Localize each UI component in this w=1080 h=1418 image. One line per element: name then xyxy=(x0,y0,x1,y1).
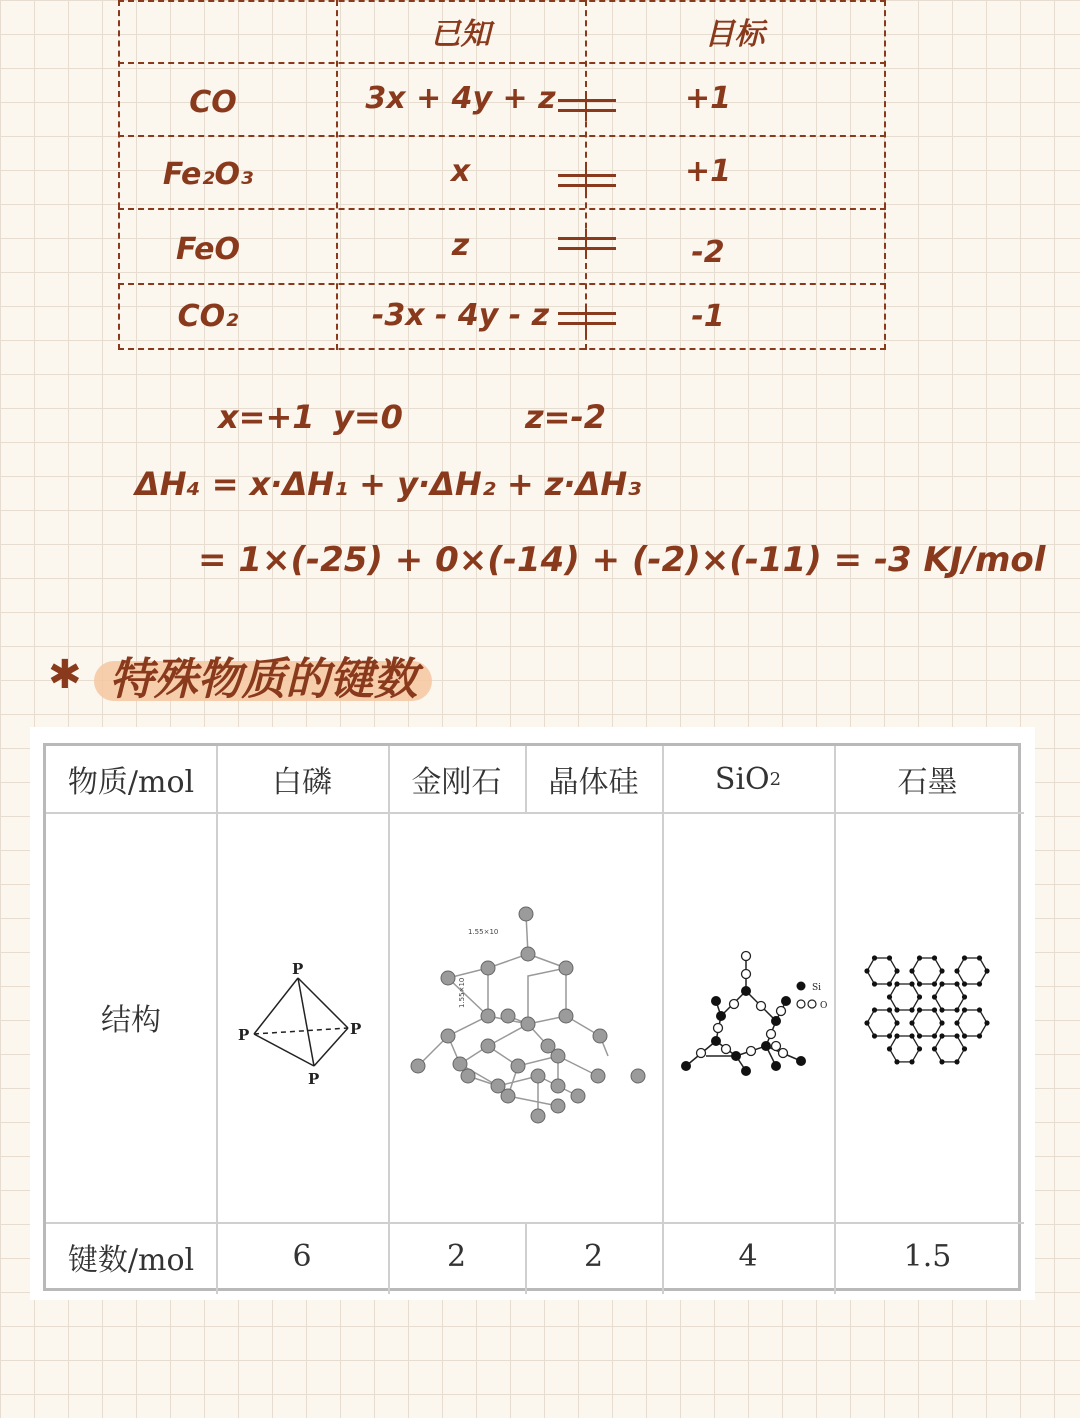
bond-count-table xyxy=(43,743,1021,1291)
species-feo: FeO xyxy=(175,231,240,267)
graphite-carbon-atom xyxy=(984,1020,989,1025)
graphite-carbon-atom xyxy=(909,1007,914,1012)
white-phosphorus-structure xyxy=(236,956,366,1086)
table-grid-line xyxy=(662,746,664,1294)
hand-table xyxy=(118,0,886,350)
graphite-carbon-atom xyxy=(909,981,914,986)
bond-count-sio2: 4 xyxy=(738,1239,758,1274)
graphite-carbon-atom xyxy=(962,955,967,960)
graphite-carbon-atom xyxy=(894,968,899,973)
equals-sign xyxy=(558,308,616,330)
graphite-carbon-atom xyxy=(909,1033,914,1038)
equals-sign xyxy=(558,170,616,192)
bond-count-diamond: 2 xyxy=(446,1239,467,1274)
graphite-carbon-atom xyxy=(977,955,982,960)
species-co: CO xyxy=(189,85,237,120)
y-value: y=0 xyxy=(333,398,403,436)
header-sio2 xyxy=(662,746,834,812)
graphite-carbon-atom xyxy=(984,968,989,973)
p-atom-label: P xyxy=(350,1020,362,1038)
graphite-carbon-atom xyxy=(932,994,937,999)
graphite-carbon-atom xyxy=(962,994,967,999)
graphite-carbon-atom xyxy=(872,1033,877,1038)
known-fe2o3: x xyxy=(450,154,471,189)
graphite-carbon-atom xyxy=(977,981,982,986)
graphite-carbon-atom xyxy=(917,1033,922,1038)
graphite-carbon-atom xyxy=(962,1007,967,1012)
graphite-carbon-atom xyxy=(872,955,877,960)
hess-formula: ΔH₄ = x·ΔH₁ + y·ΔH₂ + z·ΔH₃ xyxy=(135,465,642,503)
lattice-dimension-label: 1.55×10 xyxy=(458,977,466,1008)
graphite-carbon-atom xyxy=(932,1046,937,1051)
x-value: x=+1 xyxy=(218,398,315,436)
header-crystalline-silicon: 晶体硅 xyxy=(548,765,639,800)
table-grid-line xyxy=(834,746,836,1294)
equals-sign xyxy=(558,233,616,255)
legend-o: O xyxy=(820,1001,828,1011)
header-known: 已知 xyxy=(430,17,491,52)
graphite-carbon-atom xyxy=(962,1033,967,1038)
graphite-carbon-atom xyxy=(932,981,937,986)
graphite-carbon-atom xyxy=(954,968,959,973)
graphite-carbon-atom xyxy=(887,1033,892,1038)
graphite-carbon-atom xyxy=(894,1020,899,1025)
header-target: 目标 xyxy=(704,17,765,52)
graphite-carbon-atom xyxy=(939,1059,944,1064)
graphite-carbon-atom xyxy=(887,981,892,986)
known-co2: -3x - 4y - z xyxy=(371,298,550,333)
graphite-carbon-atom xyxy=(962,1046,967,1051)
legend-si: Si xyxy=(812,983,822,993)
p-atom-label: P xyxy=(308,1070,320,1088)
graphite-carbon-atom xyxy=(954,1033,959,1038)
diamond-lattice-structure xyxy=(408,896,648,1146)
graphite-carbon-atom xyxy=(954,1007,959,1012)
graphite-carbon-atom xyxy=(917,1046,922,1051)
sio2-subscript: 2 xyxy=(769,768,782,790)
table-grid-line xyxy=(216,746,218,1294)
known-feo: z xyxy=(451,228,470,263)
graphite-carbon-atom xyxy=(887,994,892,999)
target-fe2o3: +1 xyxy=(684,154,731,189)
graphite-carbon-atom xyxy=(909,1059,914,1064)
section-heading xyxy=(48,640,428,710)
graphite-carbon-atom xyxy=(909,968,914,973)
p-atom-label: P xyxy=(238,1026,250,1044)
graphite-carbon-atom xyxy=(962,981,967,986)
graphite-carbon-atom xyxy=(939,1033,944,1038)
graphite-carbon-atom xyxy=(939,968,944,973)
graphite-carbon-atom xyxy=(894,981,899,986)
table-border xyxy=(118,0,120,350)
graphite-carbon-atom xyxy=(917,1007,922,1012)
equals-sign xyxy=(558,95,616,117)
graphite-carbon-atom xyxy=(894,1007,899,1012)
graphite-carbon-atom xyxy=(939,1007,944,1012)
target-co2: -1 xyxy=(691,299,725,334)
header-white-phosphorus: 白磷 xyxy=(272,765,332,800)
z-value: z=-2 xyxy=(525,398,606,436)
graphite-carbon-atom xyxy=(977,1007,982,1012)
graphite-carbon-atom xyxy=(864,1020,869,1025)
graphite-carbon-atom xyxy=(939,981,944,986)
species-co2: CO₂ xyxy=(177,299,239,334)
bond-count-table-card xyxy=(30,727,1035,1300)
bonds-label: 键数/mol xyxy=(67,1242,195,1278)
header-graphite: 石墨 xyxy=(897,765,958,800)
heading-text: 特殊物质的键数 xyxy=(100,643,428,707)
bond-count-graphite: 1.5 xyxy=(903,1239,952,1274)
target-co: +1 xyxy=(684,81,731,116)
graphite-carbon-atom xyxy=(887,955,892,960)
known-co: 3x + 4y + z xyxy=(365,81,556,116)
graphite-carbon-atom xyxy=(932,1033,937,1038)
graphite-structure xyxy=(854,941,1004,1091)
graphite-carbon-atom xyxy=(887,1046,892,1051)
table-border xyxy=(884,0,886,350)
header-diamond: 金刚石 xyxy=(411,765,502,800)
lattice-dimension-label: 1.55×10 xyxy=(468,928,499,936)
graphite-carbon-atom xyxy=(954,1059,959,1064)
star-icon: ✱ xyxy=(48,652,82,698)
graphite-carbon-atom xyxy=(932,955,937,960)
graphite-carbon-atom xyxy=(954,1020,959,1025)
graphite-carbon-atom xyxy=(864,968,869,973)
sio2-formula: SiO xyxy=(714,761,770,797)
graphite-carbon-atom xyxy=(977,1033,982,1038)
graphite-carbon-atom xyxy=(894,1059,899,1064)
table-border xyxy=(118,348,886,350)
header-substance-label: 物质/mol xyxy=(67,765,195,800)
graphite-carbon-atom xyxy=(932,1007,937,1012)
species-fe2o3: Fe₂O₃ xyxy=(162,156,254,192)
graphite-carbon-atom xyxy=(909,1020,914,1025)
bond-count-white-phosphorus: 6 xyxy=(292,1239,312,1274)
hess-calculation: = 1×(-25) + 0×(-14) + (-2)×(-11) = -3 KJ/mol xyxy=(198,540,1046,580)
graphite-carbon-atom xyxy=(872,981,877,986)
p-atom-label: P xyxy=(292,960,304,978)
graphite-carbon-atom xyxy=(887,1007,892,1012)
graphite-carbon-atom xyxy=(954,981,959,986)
graphite-carbon-atom xyxy=(917,981,922,986)
graphite-carbon-atom xyxy=(917,955,922,960)
graphite-carbon-atom xyxy=(939,1020,944,1025)
bond-count-crystalline-silicon: 2 xyxy=(583,1239,604,1274)
structure-label: 结构 xyxy=(101,1003,161,1038)
sio2-structure xyxy=(676,946,826,1096)
table-grid-line xyxy=(388,746,390,1294)
graphite-carbon-atom xyxy=(917,994,922,999)
target-feo: -2 xyxy=(691,235,725,270)
graphite-carbon-atom xyxy=(872,1007,877,1012)
graphite-carbon-atom xyxy=(894,1033,899,1038)
